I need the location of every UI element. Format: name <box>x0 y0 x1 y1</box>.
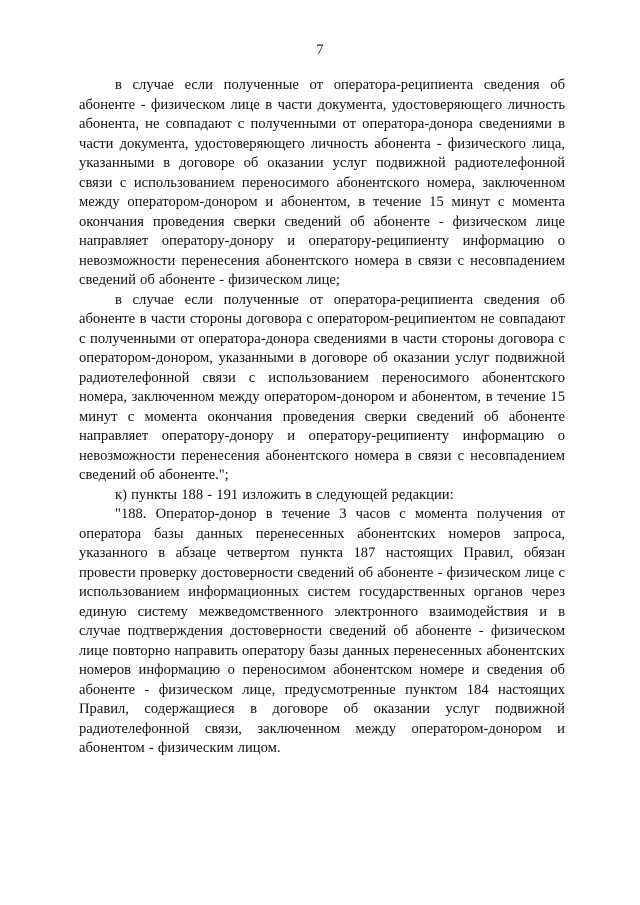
paragraph-clause-188: "188. Оператор-донор в течение 3 часов с момента получения от оператора базы данных перенесенных абонентских номеров запроса, указанного в абзаце четвертом пункта 187 настоящих Правил, обязан провести проверку достоверности сведений об абоненте - физическом лице с использованием информационных систем государственных органов через единую систему межведомственного электронного взаимодействия и в случае подтверждения достоверности сведений об абоненте - физическом лице повторно направить оператору базы данных перенесенных абонентских номеров информацию о переносимом абонентском номере и сведения об абоненте - физическом лице, предусмотренные пунктом 184 настоящих Правил, содержащиеся в договоре об оказании услуг подвижной радиотелефонной связи, заключенном между оператором-донором и абонентом - физическим лицом. <box>79 506 565 756</box>
paragraph-amendment-k: к) пункты 188 - 191 изложить в следующей редакции: <box>115 486 454 503</box>
document-body <box>79 76 565 759</box>
paragraph-contract-party-mismatch: в случае если полученные от оператора-реципиента сведения об абоненте в части стороны договора с оператором-реципиентом не совпадают с полученными от оператора-донора сведениями в части стороны договора с оператором-донором, указанными в договоре об оказании услуг подвижной радиотелефонной связи с использованием переносимого абонентского номера, заключенном между оператором-донором и абонентом, в течение 15 минут с момента окончания проведения сверки сведений об абоненте направляет оператору-донору и оператору-реципиенту информацию о невозможности перенесения абонентского номера в связи с несовпадением сведений об абоненте."; <box>79 291 565 483</box>
page-number: 7 <box>316 42 324 58</box>
paragraph-donor-identity-mismatch: в случае если полученные от оператора-реципиента сведения об абоненте - физическом лице в части документа, удостоверяющего личность абонента, не совпадают с полученными от оператора-донора сведениями в части документа, удостоверяющего личность абонента - физического лица, указанными в договоре об оказании услуг подвижной радиотелефонной связи с использованием переносимого абонентского номера, заключенном между оператором-донором и абонентом, в течение 15 минут с момента окончания проведения сверки сведений об абоненте - физическом лице направляет оператору-донору и оператору-реципиенту информацию о невозможности перенесения абонентского номера в связи с несовпадением сведений об абоненте - физическом лице; <box>79 77 565 288</box>
